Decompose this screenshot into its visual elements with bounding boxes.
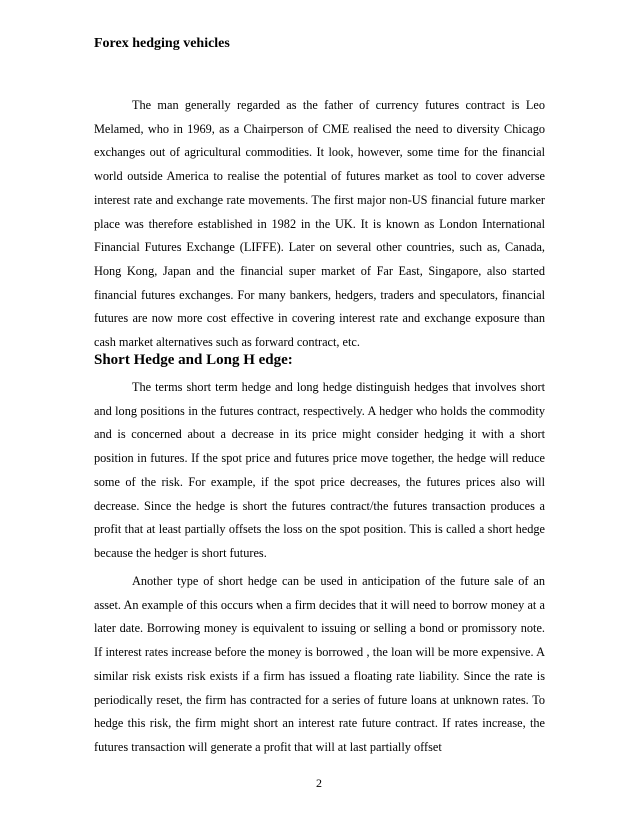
page-number: 2 bbox=[316, 776, 322, 790]
paragraph-currency-futures-history: The man generally regarded as the father of currency futures contract is Leo Melamed, who in 1969, as a Chairperson of CME realised the need to diversity Chicago exchanges out of agricultural commodities. It look, however, some time for the financial world outside America to realise the potential of futures market as tool to cover adverse interest rate and exchange rate movements. The first major non-US financial future marker place was therefore established in 1982 in the UK. It is known as London International Financial Futures Exchange (LIFFE). Later on several other countries, such as, Canada, Hong Kong, Japan and the financial super market of Far East, Singapore, also started financial futures exchanges. For many bankers, hedgers, traders and speculators, financial futures are now more cost effective in covering interest rate and exchange exposure than cash market alternatives such as forward contract, etc. bbox=[94, 98, 545, 350]
section-heading-forex-hedging-vehicles: Forex hedging vehicles bbox=[94, 36, 230, 51]
paragraph-short-long-hedge: The terms short term hedge and long hedge distinguish hedges that involves short and long positions in the futures contract, respectively. A hedger who holds the commodity and is concerned about a decrease in its price might consider hedging it with a short position in futures. If the spot price and futures price move together, the hedge will reduce some of the risk. For example, if the spot price decreases, the futures prices also will decrease. Since the hedge is short the futures contract/the futures transaction produces a profit that at least partially offsets the loss on the spot position. This is called a short hedge because the hedger is short futures. bbox=[94, 380, 545, 560]
section-heading-short-long-hedge: Short Hedge and Long H edge: bbox=[94, 352, 293, 368]
paragraph-anticipatory-short-hedge: Another type of short hedge can be used in anticipation of the future sale of an asset. An example of this occurs when a firm decides that it will need to borrow money at a later date. Borrowing money is equivalent to issuing or selling a bond or promissory note. If interest rates increase before the money is borrowed , the loan will be more expensive. A similar risk exists risk exists if a firm has issued a floating rate liability. Since the rate is periodically reset, the firm has contracted for a series of future loans at unknown rates. To hedge this risk, the firm might short an interest rate future contract. If rates increase, the futures transaction will generate a profit that will at last partially offset bbox=[94, 574, 545, 754]
